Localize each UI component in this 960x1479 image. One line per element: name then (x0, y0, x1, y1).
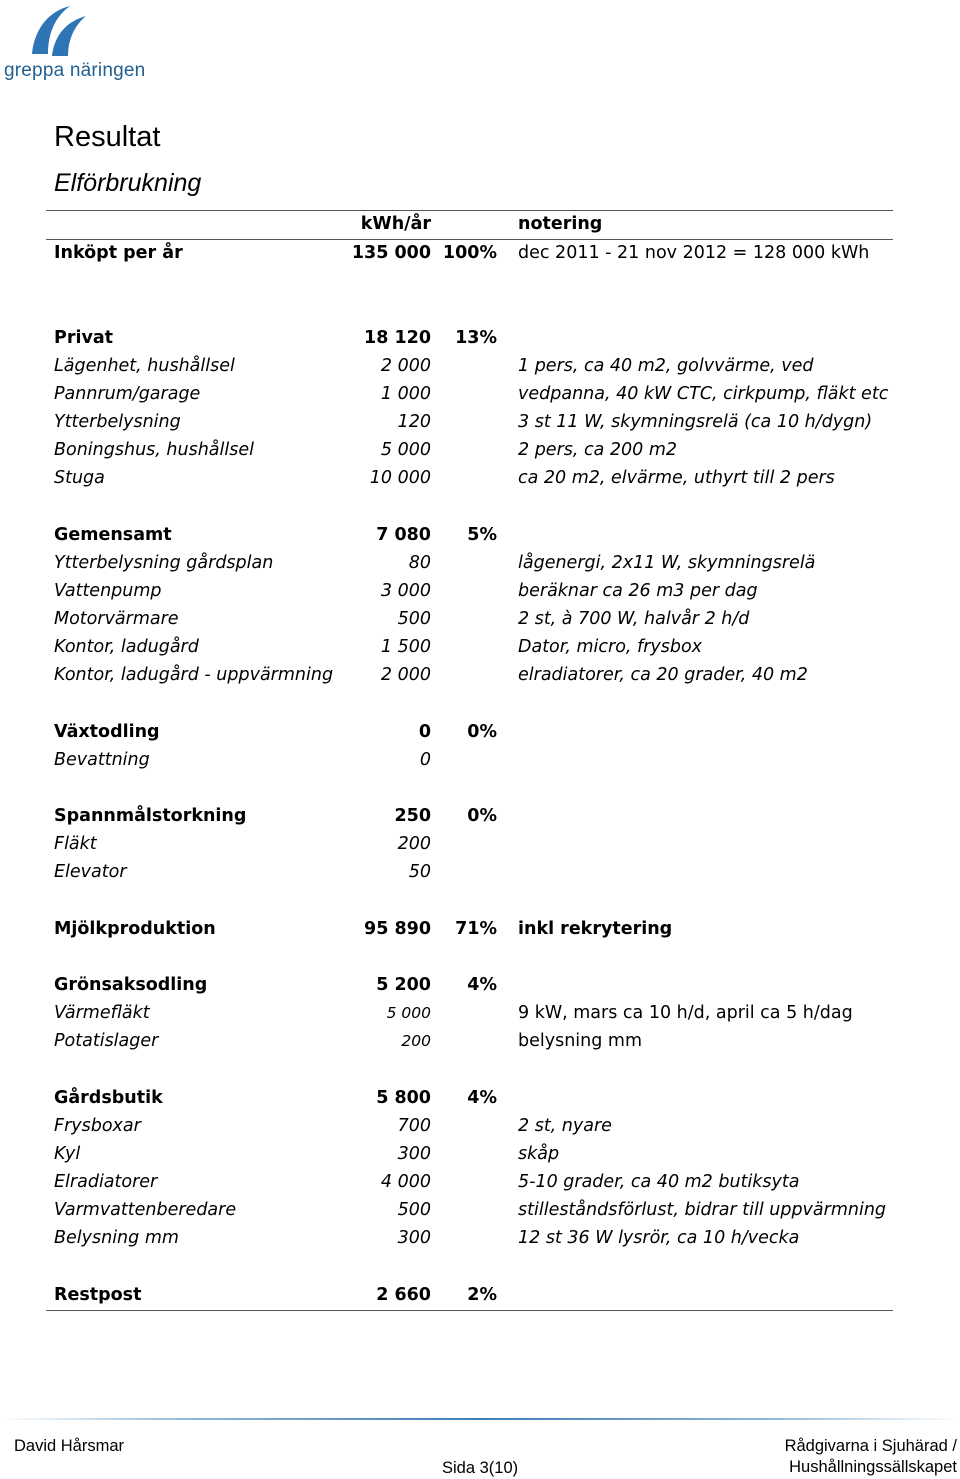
row-value: 5 800 (376, 1088, 431, 1108)
row-value: 7 080 (376, 525, 431, 545)
table-row (0, 746, 960, 774)
row-label: Gemensamt (54, 525, 172, 545)
row-value: 18 120 (364, 328, 431, 348)
row-value: 500 (397, 609, 431, 629)
row-label: Pannrum/garage (54, 384, 201, 404)
header-value: kWh/år (360, 214, 431, 234)
table-row (0, 1112, 960, 1140)
row-percent: 0% (467, 722, 497, 742)
logo-mark-icon (26, 2, 96, 60)
table-bottom-rule (46, 1310, 893, 1311)
table-row (0, 436, 960, 464)
table-row (0, 605, 960, 633)
row-label: Lägenhet, hushållsel (54, 356, 235, 376)
row-value: 0 (418, 722, 431, 742)
table-row (0, 464, 960, 492)
row-note: dec 2011 - 21 nov 2012 = 128 000 kWh (518, 243, 870, 263)
row-label: Potatislager (54, 1031, 159, 1051)
footer-org-line2: Hushållningssällskapet (789, 1458, 957, 1476)
table-row (0, 1027, 960, 1055)
row-note: belysning mm (518, 1031, 643, 1051)
row-percent: 4% (467, 975, 497, 995)
row-note: skåp (518, 1144, 560, 1164)
table-row (0, 858, 960, 886)
row-note: ca 20 m2, elvärme, uthyrt till 2 pers (518, 468, 835, 488)
row-value: 300 (397, 1144, 431, 1164)
row-percent: 5% (467, 525, 497, 545)
table-row (0, 1196, 960, 1224)
row-value: 250 (394, 806, 431, 826)
row-label: Kontor, ladugård (54, 637, 199, 657)
row-value: 5 000 (380, 440, 431, 460)
row-note: vedpanna, 40 kW CTC, cirkpump, fläkt etc (518, 384, 889, 404)
footer-page-number: Sida 3(10) (442, 1459, 519, 1477)
row-label: Elevator (54, 862, 127, 882)
row-note: Dator, micro, frysbox (518, 637, 703, 657)
table-header (0, 210, 960, 238)
table-row (0, 324, 960, 352)
row-value: 95 890 (364, 919, 431, 939)
row-percent: 13% (455, 328, 497, 348)
row-label: Mjölkproduktion (54, 919, 216, 939)
table-row (0, 549, 960, 577)
row-value: 700 (397, 1116, 431, 1136)
table-row (0, 999, 960, 1027)
row-note: 1 pers, ca 40 m2, golvvärme, ved (518, 356, 814, 376)
row-label: Grönsaksodling (54, 975, 208, 995)
row-value: 500 (397, 1200, 431, 1220)
table-row (0, 802, 960, 830)
footer-author: David Hårsmar (14, 1437, 125, 1455)
row-note: 5-10 grader, ca 40 m2 butiksyta (518, 1172, 800, 1192)
row-percent: 71% (455, 919, 497, 939)
row-note: 3 st 11 W, skymningsrelä (ca 10 h/dygn) (518, 412, 873, 432)
row-value: 5 200 (376, 975, 431, 995)
table-row (0, 633, 960, 661)
row-label: Privat (54, 328, 114, 348)
row-percent: 100% (442, 243, 497, 263)
row-percent: 2% (467, 1285, 497, 1305)
table-row (0, 1168, 960, 1196)
row-value: 200 (401, 1032, 431, 1050)
row-value: 50 (408, 862, 431, 882)
row-note: elradiatorer, ca 20 grader, 40 m2 (518, 665, 808, 685)
table-row (0, 1224, 960, 1252)
page-title: Resultat (54, 121, 161, 153)
table-row (0, 718, 960, 746)
logo (4, 2, 164, 88)
row-label: Spannmålstorkning (54, 806, 247, 826)
row-note: inkl rekrytering (518, 919, 673, 939)
row-note: 12 st 36 W lysrör, ca 10 h/vecka (518, 1228, 800, 1248)
footer-rule (0, 1418, 960, 1420)
row-note: beräknar ca 26 m3 per dag (518, 581, 758, 601)
row-note: 2 st, nyare (518, 1116, 612, 1136)
row-label: Vattenpump (54, 581, 162, 601)
table-row (0, 352, 960, 380)
row-value: 300 (397, 1228, 431, 1248)
row-label: Frysboxar (54, 1116, 141, 1136)
row-label: Kontor, ladugård - uppvärmning (54, 665, 334, 685)
row-label: Växtodling (54, 722, 160, 742)
row-label: Motorvärmare (54, 609, 179, 629)
table-row (0, 1140, 960, 1168)
row-value: 200 (397, 834, 431, 854)
row-value: 5 000 (386, 1004, 431, 1022)
row-value: 2 000 (380, 665, 431, 685)
row-label: Varmvattenberedare (54, 1200, 237, 1220)
row-label: Kyl (54, 1144, 81, 1164)
row-value: 135 000 (351, 243, 431, 263)
logo-text: greppa näringen (4, 60, 146, 81)
row-label: Ytterbelysning (54, 412, 181, 432)
row-value: 4 000 (380, 1172, 431, 1192)
table-row (0, 915, 960, 943)
row-label: Boningshus, hushållsel (54, 440, 254, 460)
row-value: 10 000 (369, 468, 431, 488)
row-note: 2 st, à 700 W, halvår 2 h/d (518, 609, 750, 629)
row-value: 120 (397, 412, 431, 432)
row-label: Värmefläkt (54, 1003, 150, 1023)
row-label: Inköpt per år (54, 243, 183, 263)
row-note: 2 pers, ca 200 m2 (518, 440, 678, 460)
row-label: Stuga (54, 468, 105, 488)
table-row (0, 830, 960, 858)
table-row (0, 661, 960, 689)
row-label: Bevattning (54, 750, 150, 770)
row-value: 2 660 (376, 1285, 431, 1305)
row-value: 2 000 (380, 356, 431, 376)
table-row (0, 408, 960, 436)
row-percent: 4% (467, 1088, 497, 1108)
table-row (0, 1084, 960, 1112)
row-label: Elradiatorer (54, 1172, 158, 1192)
table-row (0, 971, 960, 999)
row-label: Fläkt (54, 834, 97, 854)
row-label: Restpost (54, 1285, 142, 1305)
table-row (0, 521, 960, 549)
row-value: 1 000 (380, 384, 431, 404)
row-note: lågenergi, 2x11 W, skymningsrelä (518, 553, 816, 573)
table-row (0, 577, 960, 605)
row-note: 9 kW, mars ca 10 h/d, april ca 5 h/dag (518, 1003, 853, 1023)
table-row (0, 380, 960, 408)
row-label: Gårdsbutik (54, 1088, 163, 1108)
table-row (0, 1281, 960, 1309)
row-value: 0 (419, 750, 431, 770)
row-value: 80 (408, 553, 431, 573)
row-label: Belysning mm (54, 1228, 179, 1248)
header-note: notering (518, 214, 603, 234)
footer-org-line1: Rådgivarna i Sjuhärad / (784, 1437, 957, 1455)
row-note: stilleståndsförlust, bidrar till uppvärmning (518, 1200, 887, 1220)
page-subtitle: Elförbrukning (54, 169, 202, 197)
row-value: 1 500 (380, 637, 431, 657)
row-value: 3 000 (380, 581, 431, 601)
row-label: Ytterbelysning gårdsplan (54, 553, 274, 573)
row-percent: 0% (467, 806, 497, 826)
table-row (0, 239, 960, 267)
